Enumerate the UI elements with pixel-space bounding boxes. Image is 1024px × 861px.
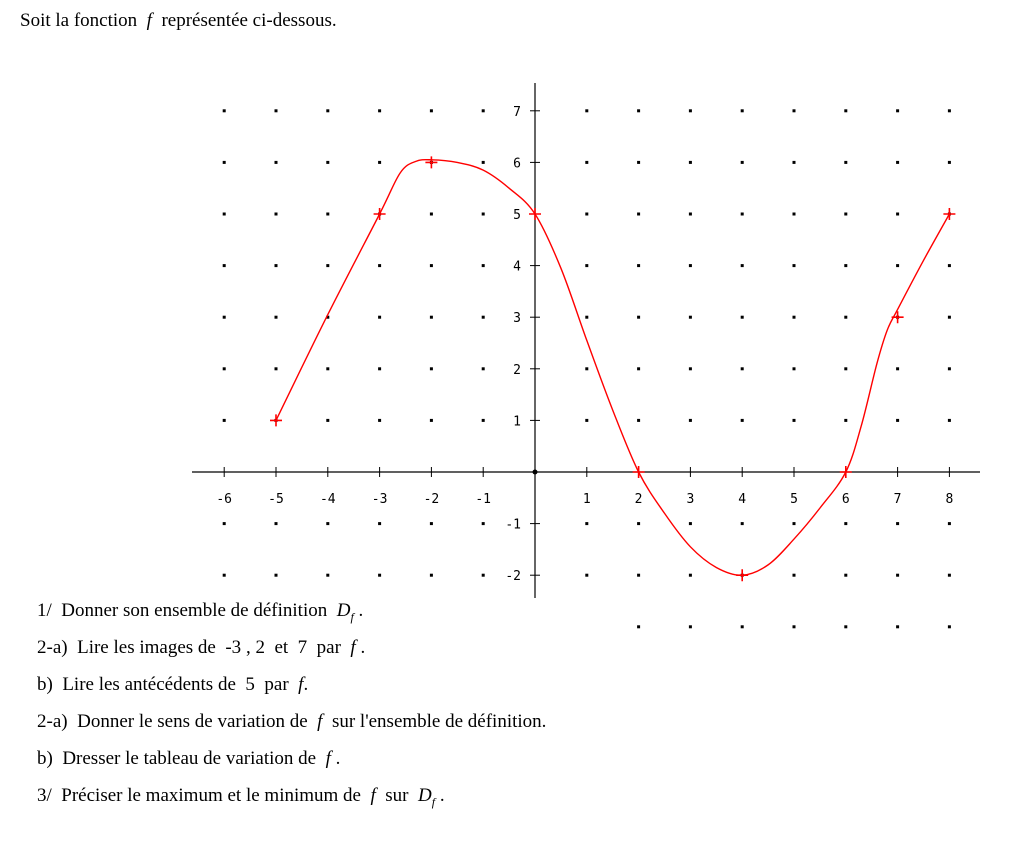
grid-dot: [844, 419, 847, 422]
grid-dot: [430, 574, 433, 577]
grid-dot: [326, 109, 329, 112]
origin-dot: [533, 470, 538, 475]
grid-dot: [896, 264, 899, 267]
grid-dot: [585, 264, 588, 267]
grid-dot: [793, 161, 796, 164]
x-tick-label: -3: [371, 492, 388, 507]
grid-dot: [637, 574, 640, 577]
grid-dot: [896, 419, 899, 422]
grid-dot: [223, 522, 226, 525]
y-tick-label: 1: [513, 414, 521, 430]
grid-dot: [689, 625, 692, 628]
y-tick-label: 2: [513, 362, 521, 378]
grid-dot: [378, 109, 381, 112]
x-tick-label: -1: [475, 492, 492, 507]
grid-dot: [741, 161, 744, 164]
intro-after: représentée ci-dessous.: [161, 10, 337, 31]
grid-dot: [948, 109, 951, 112]
grid-dot: [326, 264, 329, 267]
grid-dot: [741, 316, 744, 319]
grid-dot: [482, 419, 485, 422]
grid-dot: [844, 161, 847, 164]
grid-dot: [275, 161, 278, 164]
y-tick-label: -2: [505, 569, 521, 585]
grid-dot: [948, 264, 951, 267]
question-2b: b) Lire les antécédents de 5 par f.: [37, 674, 309, 695]
grid-dot: [793, 522, 796, 525]
x-tick-label: 5: [790, 492, 798, 507]
grid-dot: [896, 574, 899, 577]
grid-dot: [793, 213, 796, 216]
grid-dot: [482, 161, 485, 164]
point-marker: [943, 208, 955, 220]
curve-f: [276, 160, 949, 576]
question-3b: b) Dresser le tableau de variation de f .: [37, 748, 341, 769]
point-marker: [374, 208, 386, 220]
point-marker: [892, 311, 904, 323]
point-marker: [529, 208, 541, 220]
grid-dot: [844, 522, 847, 525]
x-tick-label: 7: [893, 492, 902, 507]
grid-dot: [896, 522, 899, 525]
question-2a: 2-a) Lire les images de -3 , 2 et 7 par f .: [37, 637, 366, 658]
grid-dot: [689, 109, 692, 112]
grid-dot: [637, 316, 640, 319]
grid-dot: [741, 625, 744, 628]
grid-dot: [585, 419, 588, 422]
grid-dot: [430, 316, 433, 319]
grid-dot: [585, 367, 588, 370]
grid-dot: [326, 522, 329, 525]
grid-dot: [948, 367, 951, 370]
grid-dot: [430, 213, 433, 216]
grid-dot: [948, 316, 951, 319]
grid-dot: [844, 625, 847, 628]
grid-dot: [844, 264, 847, 267]
grid-dot: [275, 109, 278, 112]
grid-dot: [378, 419, 381, 422]
grid-dot: [275, 367, 278, 370]
grid-dot: [793, 625, 796, 628]
grid-dot: [585, 161, 588, 164]
x-tick-label: -6: [216, 492, 233, 507]
grid-dot: [223, 574, 226, 577]
intro-before: Soit la fonction: [20, 10, 138, 31]
grid-dot: [793, 316, 796, 319]
grid-dot: [896, 367, 899, 370]
grid-dot: [689, 574, 692, 577]
grid-dot: [948, 625, 951, 628]
grid-dot: [637, 522, 640, 525]
grid-dot: [896, 213, 899, 216]
grid-dot: [223, 213, 226, 216]
grid-dot: [948, 522, 951, 525]
y-tick-label: 5: [513, 208, 521, 223]
x-tick-label: 1: [582, 492, 591, 507]
grid-dot: [223, 316, 226, 319]
grid-dot: [482, 109, 485, 112]
grid-dot: [844, 367, 847, 370]
grid-dot: [326, 213, 329, 216]
grid-dot: [585, 109, 588, 112]
grid-dot: [689, 367, 692, 370]
grid-dot: [482, 213, 485, 216]
grid-dot: [378, 264, 381, 267]
x-tick-label: 8: [945, 492, 954, 507]
x-tick-label: 4: [738, 492, 747, 507]
y-tick-label: 3: [513, 311, 521, 327]
grid-dot: [637, 161, 640, 164]
y-tick-label: -1: [505, 517, 521, 533]
grid-dot: [482, 316, 485, 319]
grid-dot: [689, 522, 692, 525]
grid-dot: [741, 264, 744, 267]
grid-dot: [793, 419, 796, 422]
grid-dot: [793, 574, 796, 577]
y-tick-label: 7: [513, 104, 521, 120]
x-tick-label: -2: [423, 492, 440, 507]
grid-dot: [844, 574, 847, 577]
grid-dot: [741, 109, 744, 112]
grid-dot: [689, 161, 692, 164]
function-name: f: [146, 10, 152, 31]
grid-dot: [689, 316, 692, 319]
grid-dot: [223, 109, 226, 112]
grid-dot: [585, 213, 588, 216]
grid-dot: [482, 264, 485, 267]
grid-dot: [689, 419, 692, 422]
grid-dot: [793, 264, 796, 267]
grid-dot: [326, 161, 329, 164]
y-tick-label: 4: [513, 259, 521, 275]
grid-dot: [637, 625, 640, 628]
grid-dot: [430, 419, 433, 422]
question-4: 3/ Préciser le maximum et le minimum de f sur $D_f$ .: [37, 785, 445, 809]
grid-dot: [275, 574, 278, 577]
grid-dot: [793, 109, 796, 112]
point-marker: [633, 466, 645, 478]
grid-dot: [275, 522, 278, 525]
grid-dot: [326, 574, 329, 577]
x-tick-label: 6: [841, 492, 850, 507]
grid-dot: [430, 109, 433, 112]
grid-dot: [223, 367, 226, 370]
grid-dot: [275, 316, 278, 319]
grid-dot: [378, 161, 381, 164]
grid-dot: [585, 522, 588, 525]
grid-dot: [637, 419, 640, 422]
grid-dot: [637, 213, 640, 216]
grid-dot: [896, 625, 899, 628]
grid-dot: [844, 109, 847, 112]
grid-dot: [430, 522, 433, 525]
grid-dot: [326, 419, 329, 422]
point-marker: [840, 466, 852, 478]
grid-dot: [585, 574, 588, 577]
grid-dot: [275, 264, 278, 267]
grid-dot: [896, 109, 899, 112]
point-marker: [736, 569, 748, 581]
grid-dot: [482, 574, 485, 577]
grid-dot: [378, 316, 381, 319]
grid-dot: [948, 419, 951, 422]
grid-dot: [741, 213, 744, 216]
y-tick-label: 6: [513, 156, 521, 172]
question-1: 1/ Donner son ensemble de définition $D_f$ .: [37, 600, 364, 624]
x-tick-label: 2: [634, 492, 643, 507]
grid-dot: [741, 522, 744, 525]
grid-dot: [223, 419, 226, 422]
grid-dot: [948, 161, 951, 164]
grid-dot: [896, 161, 899, 164]
grid-dot: [689, 213, 692, 216]
grid-dot: [793, 367, 796, 370]
grid-dot: [637, 109, 640, 112]
grid-dot: [430, 367, 433, 370]
grid-dot: [223, 264, 226, 267]
question-3a: 2-a) Donner le sens de variation de f sur l'ensemble de définition.: [37, 711, 547, 732]
grid-dot: [378, 367, 381, 370]
grid-dot: [637, 367, 640, 370]
grid-dot: [585, 316, 588, 319]
grid-dot: [275, 213, 278, 216]
grid-dot: [378, 522, 381, 525]
point-marker: [270, 414, 282, 426]
point-marker: [425, 156, 437, 168]
grid-dot: [326, 367, 329, 370]
grid-dot: [948, 574, 951, 577]
grid-dot: [844, 213, 847, 216]
grid-dot: [689, 264, 692, 267]
grid-dot: [741, 419, 744, 422]
grid-dot: [637, 264, 640, 267]
x-tick-label: -5: [268, 492, 284, 507]
x-tick-label: 3: [686, 492, 695, 507]
grid-dot: [378, 574, 381, 577]
grid-dot: [482, 522, 485, 525]
grid-dot: [482, 367, 485, 370]
grid-dot: [844, 316, 847, 319]
grid-dot: [430, 264, 433, 267]
grid-dot: [223, 161, 226, 164]
x-tick-label: -4: [319, 492, 336, 507]
grid-dot: [741, 367, 744, 370]
